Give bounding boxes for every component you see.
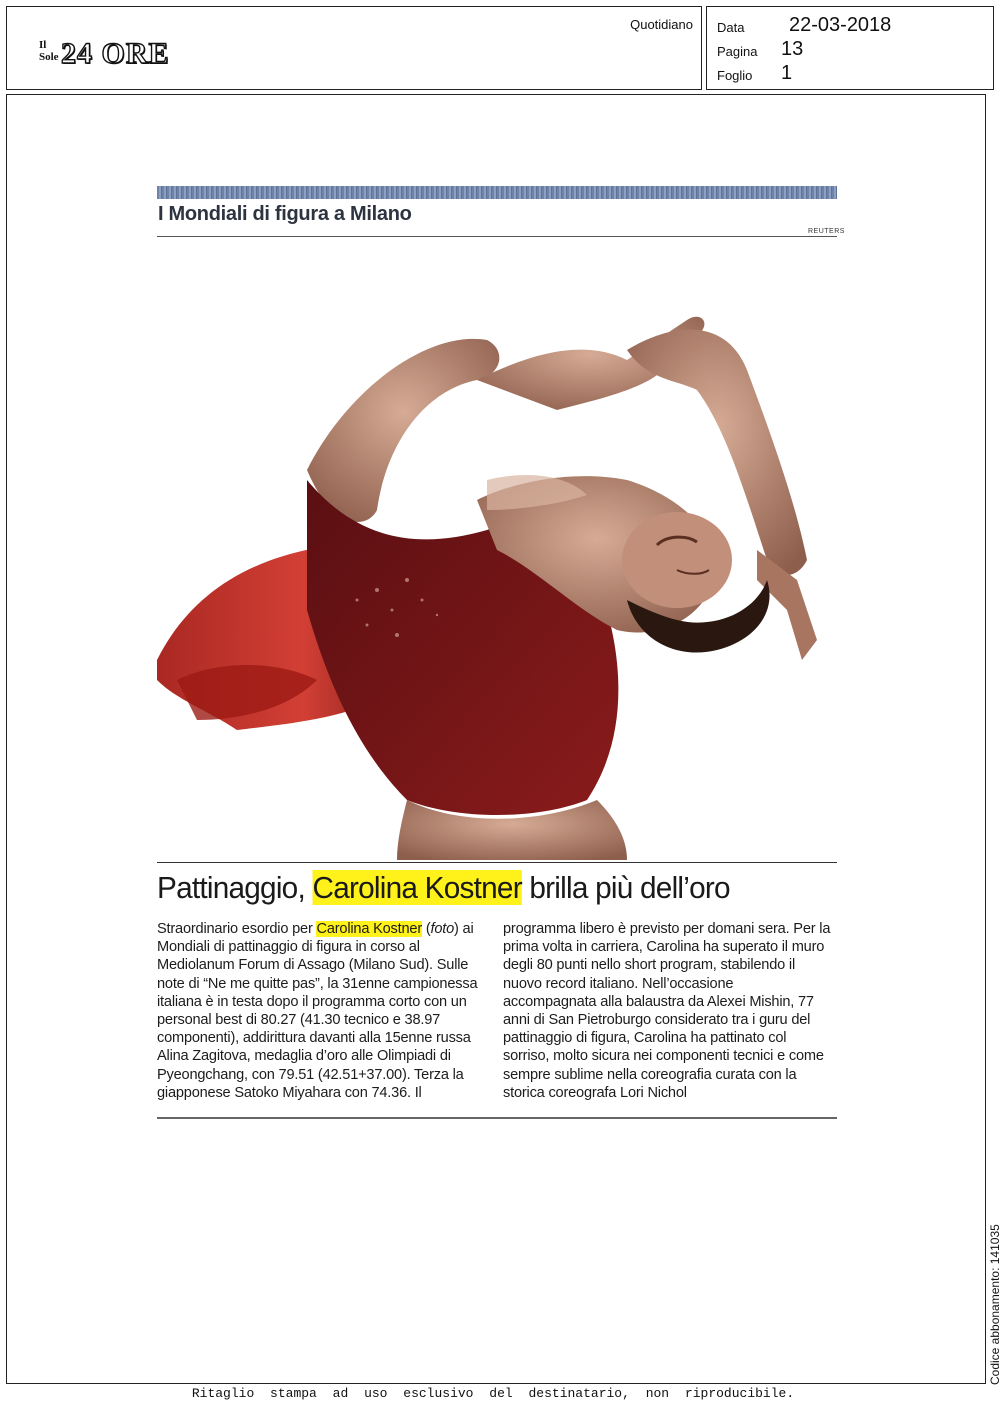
article-line: personal best di 80.27 (41.30 tecnico e 38.97 [157,1012,441,1029]
headline-highlighted-name: Carolina Kostner [312,870,522,905]
article-line: degli 80 punti nello short program, stabilendo il [503,957,795,974]
text-run: Straordinario esordio per [157,921,317,937]
article-line: Pyeongchang, con 79.51 (42.51+37.00). Terza la [157,1066,464,1083]
subscription-code: Codice abbonamento: 141035 [988,1224,1002,1385]
article-column-2 [503,920,838,1102]
article-line: Mediolanum Forum di Assago (Milano Sud). Sulle [157,957,469,974]
article-line: Mondiali di pattinaggio di figura in corso al [157,939,420,956]
date-label: Data [717,20,745,35]
sheet-value: 1 [781,62,793,84]
page-label: Pagina [717,44,758,59]
article-line: italiana è in testa dopo il programma corto con un [157,993,467,1010]
text-run: ) ai [454,921,474,937]
article-column-1 [157,920,492,1102]
article-line: componenti), addirittura davanti alla 15enne russa [157,1030,471,1047]
page-value: 13 [781,38,804,60]
logo-big-text: 24 ORE [61,37,170,70]
article-line: giapponese Satoko Miyahara con 74.36. Il [157,1084,422,1101]
article-line: Alina Zagitova, medaglia d’oro alle Olimpiadi di [157,1048,451,1065]
article-line [157,920,492,938]
article-line: nuovo record italiano. Nell’occasione [503,975,734,992]
section-title: I Mondiali di figura a Milano [158,203,412,225]
sheet-label: Foglio [717,68,753,83]
headline-rule [157,862,837,863]
publication-type: Quotidiano [630,17,693,32]
article-line: prima volta in carriera, Carolina ha superato il muro [503,939,825,956]
italic-text: foto [430,921,455,937]
article-line: accompagnata alla balaustra da Alexei Mishin, 77 [503,993,814,1010]
article-headline [157,870,730,906]
footer-disclaimer: Ritaglio stampa ad uso esclusivo del destinatario, non riproducibile. [191,1386,795,1401]
article-line: anni di San Pietroburgo considerato tra i guru del [503,1012,811,1029]
article-line: storica coreografa Lori Nichol [503,1084,687,1101]
section-color-bar [157,186,837,199]
headline-text-pre: Pattinaggio, [157,870,313,905]
article-line: pattinaggio di figura, Carolina ha pattinato col [503,1030,787,1047]
article-line: sorriso, molto sicura nei componenti tecnici e come [503,1048,824,1065]
article-line: note di “Ne me quitte pas”, la 31enne campionessa [157,975,478,992]
article-line: sempre sublime nella coreografia curata con la [503,1066,797,1083]
text-run: ( [421,921,431,937]
skater-photo [157,280,837,860]
date-value: 22-03-2018 [789,14,892,36]
highlighted-name: Carolina Kostner [316,921,422,937]
photo-credit: REUTERS [808,228,845,235]
section-rule [157,236,837,237]
headline-text-post: brilla più dell’oro [521,870,730,905]
issue-info-box [706,6,994,90]
masthead-box [6,6,702,90]
logo-small-text: Il Sole [39,39,59,63]
article-end-rule [157,1117,837,1119]
article-line: programma libero è previsto per domani sera. Per la [503,921,831,937]
